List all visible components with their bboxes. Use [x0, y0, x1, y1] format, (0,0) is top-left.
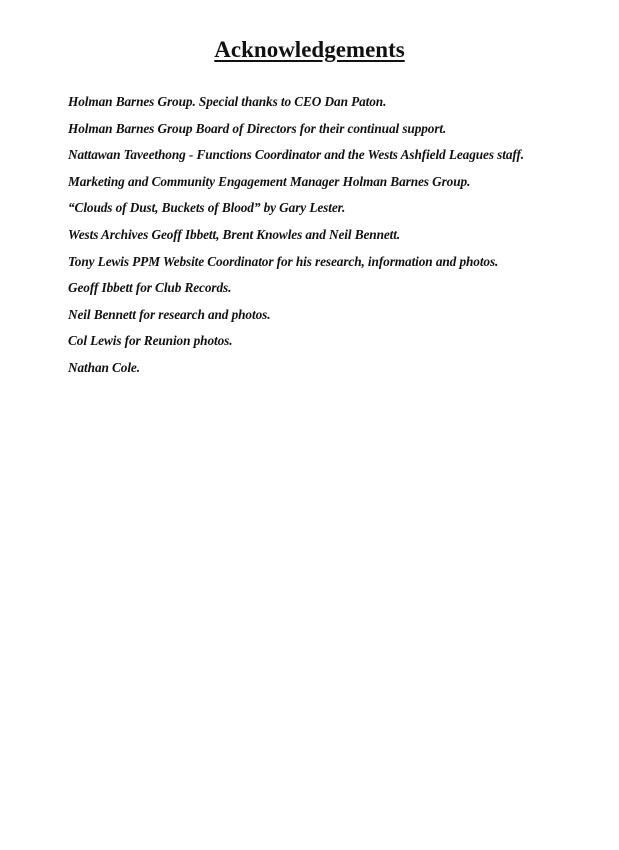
acknowledgements-list: [68, 89, 608, 382]
acknowledgement-item: Col Lewis for Reunion photos.: [68, 333, 233, 349]
acknowledgement-item: “Clouds of Dust, Buckets of Blood” by Gary Lester.: [68, 200, 346, 216]
acknowledgement-item: Tony Lewis PPM Website Coordinator for his research, information and photos.: [68, 253, 499, 269]
acknowledgement-item: Geoff Ibbett for Club Records.: [68, 280, 232, 296]
acknowledgement-item: Neil Bennett for research and photos.: [68, 306, 271, 322]
acknowledgement-item: Holman Barnes Group Board of Directors for their continual support.: [68, 120, 447, 136]
acknowledgement-item: Wests Archives Geoff Ibbett, Brent Knowles and Neil Bennett.: [68, 226, 401, 242]
acknowledgement-item: Holman Barnes Group. Special thanks to CEO Dan Paton.: [68, 94, 387, 109]
page-title: Acknowledgements: [214, 37, 405, 62]
acknowledgement-item: Marketing and Community Engagement Manager Holman Barnes Group.: [68, 173, 471, 189]
acknowledgement-item: Nathan Cole.: [68, 359, 140, 375]
acknowledgement-item: Nattawan Taveethong - Functions Coordinator and the Wests Ashfield Leagues staff.: [68, 147, 525, 163]
